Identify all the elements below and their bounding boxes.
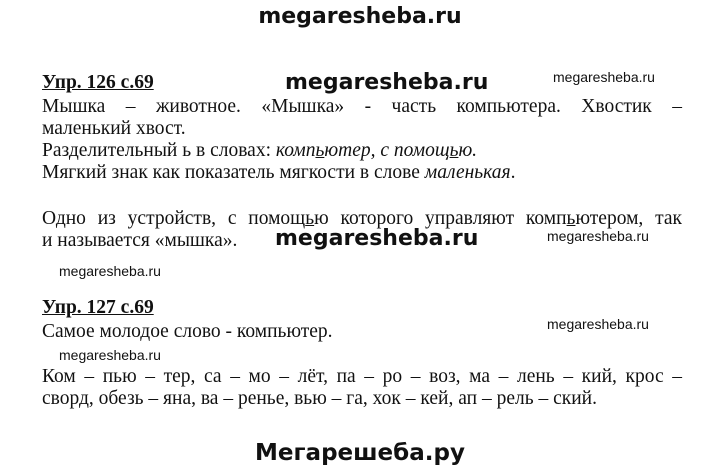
ex126-line-2: маленький хвост. (42, 118, 186, 139)
ex126-p2-line-2: и называется «мышка». (42, 230, 238, 251)
ex126-word-part: ютер, с помощ (324, 140, 450, 161)
ex126-p2-part: Одно из устройств, с помощ (42, 208, 306, 229)
ex126-underlined-letter: ь (449, 140, 459, 161)
watermark-footer: Мегарешеба.ру (255, 440, 465, 466)
exercise-126-heading: Упр. 126 с.69 (42, 72, 154, 93)
ex126-line-1: Мышка – животное. «Мышка» - часть компьютера. Хвостик – (42, 96, 682, 117)
ex126-p2-part: ю которого управляют комп (314, 208, 567, 229)
watermark-small-2: megaresheba.ru (547, 228, 649, 244)
ex126-line-4-word: маленькая (424, 162, 511, 183)
exercise-127-syllables (42, 366, 682, 410)
watermark-top: megaresheba.ru (258, 4, 462, 29)
ex126-line-3-prefix: Разделительный ь в словах: (42, 140, 276, 161)
ex126-underlined-letter: ь (315, 140, 325, 161)
ex126-words-soft-sign (276, 140, 477, 161)
ex127-line-1: Самое молодое слово - компьютер. (42, 321, 333, 342)
exercise-127-heading: Упр. 127 с.69 (42, 297, 154, 318)
ex126-line-3 (42, 140, 682, 162)
ex126-p2-underlined-letter: ь (305, 208, 315, 229)
exercise-126-text (42, 96, 682, 184)
watermark-mid-1: megaresheba.ru (285, 70, 489, 95)
ex127-line-3: сворд, обезь – яна, ва – ренье, вью – га, хок – кей, ап – рель – ский. (42, 388, 597, 409)
watermark-small-5: megaresheba.ru (59, 347, 161, 363)
ex127-line-2: Ком – пью – тер, са – мо – лёт, па – ро – воз, ма – лень – кий, крос – (42, 366, 682, 387)
watermark-small-4: megaresheba.ru (547, 316, 649, 332)
ex126-p2-underlined-letter: ь (566, 208, 576, 229)
ex126-line-4 (42, 162, 682, 184)
watermark-small-3: megaresheba.ru (59, 263, 161, 279)
ex126-p2-part: ютером, так (575, 208, 682, 229)
watermark-small-1: megaresheba.ru (553, 69, 655, 85)
ex126-word-part: комп (275, 140, 316, 161)
watermark-mid-2: megaresheba.ru (275, 226, 479, 251)
ex126-line-4-end: . (510, 162, 516, 183)
ex126-word-part: ю. (458, 140, 478, 161)
ex126-line-4-prefix: Мягкий знак как показатель мягкости в слове (42, 162, 425, 183)
